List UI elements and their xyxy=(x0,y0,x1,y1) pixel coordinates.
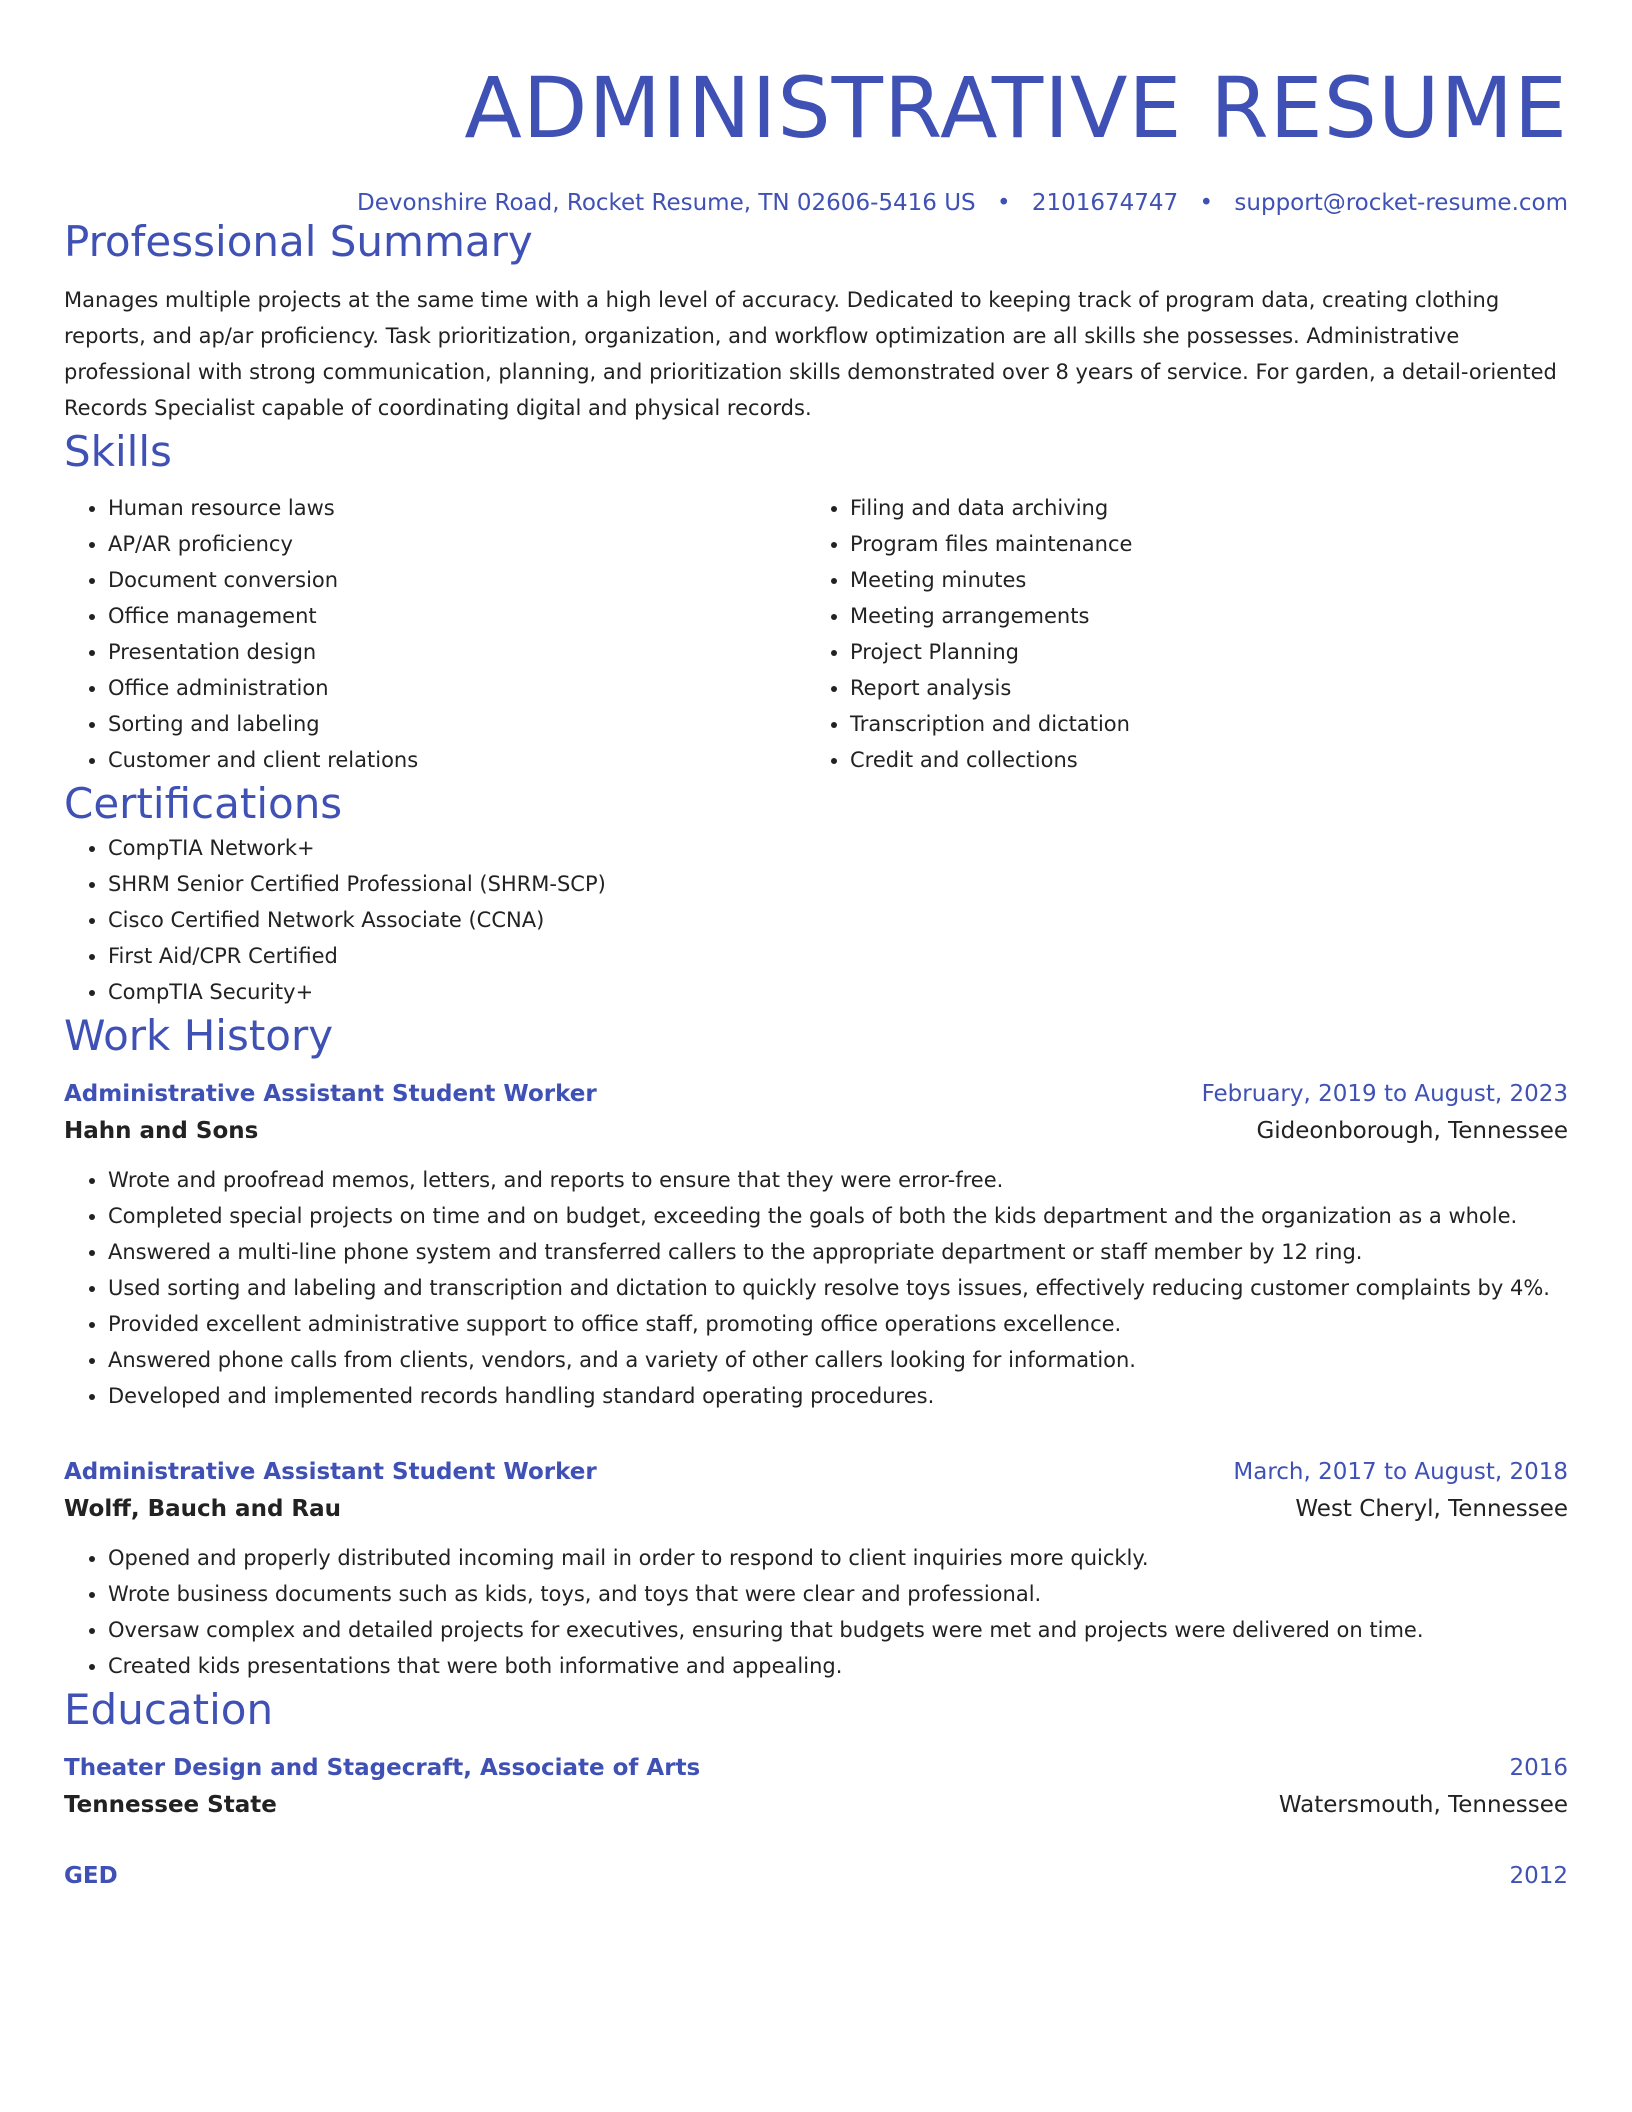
job-header-row xyxy=(64,1076,1568,1112)
certification-item: • SHRM Senior Certified Professional (SHRM-SCP) xyxy=(108,866,1568,902)
job-bullet: • Created kids presentations that were both informative and appealing. xyxy=(108,1648,1568,1684)
company-name: Hahn and Sons xyxy=(64,1118,259,1144)
graduation-year: 2012 xyxy=(1509,1863,1568,1889)
job-bullets xyxy=(64,1162,1568,1414)
job-bullet: • Completed special projects on time and on budget, exceeding the goals of both the kids department and the organization as a whole. xyxy=(108,1198,1568,1234)
graduation-year: 2016 xyxy=(1509,1755,1568,1781)
skill-item: • AP/AR proficiency xyxy=(108,526,806,562)
skill-item: • Document conversion xyxy=(108,562,806,598)
work-history-heading: Work History xyxy=(64,1011,334,1060)
job-bullet: • Oversaw complex and detailed projects for executives, ensuring that budgets were met and projects were delivered on time. xyxy=(108,1612,1568,1648)
certification-item: • CompTIA Network+ xyxy=(108,830,1568,866)
skill-item: • Office management xyxy=(108,598,806,634)
skill-item: • Project Planning xyxy=(850,634,1548,670)
summary-text: Manages multiple projects at the same time with a high level of accuracy. Dedicated to keeping track of program data, creating clothing reports, and ap/ar proficiency. Task prioritization, organization, and workflow optimization are all skills she possesses. Administrative professional with strong communication, planning, and prioritization skills demonstrated over 8 years of service. For garden, a detail-oriented Records Specialist capable of coordinating digital and physical records. xyxy=(64,288,1557,420)
job-bullet: • Opened and properly distributed incoming mail in order to respond to client inquiries more quickly. xyxy=(108,1540,1568,1576)
certification-item: • First Aid/CPR Certified xyxy=(108,938,1568,974)
email-address[interactable]: support@rocket-resume.com xyxy=(1234,190,1568,216)
certifications-heading: Certifications xyxy=(64,779,343,828)
address: Devonshire Road, Rocket Resume, TN 02606-5416 US xyxy=(357,190,976,216)
job-bullet: • Provided excellent administrative support to office staff, promoting office operations excellence. xyxy=(108,1306,1568,1342)
skill-item: • Meeting minutes xyxy=(850,562,1548,598)
education-header-row xyxy=(64,1750,1568,1786)
job-location: West Cheryl, Tennessee xyxy=(1295,1496,1568,1522)
job-title: Administrative Assistant Student Worker xyxy=(64,1081,597,1107)
job-dates: March, 2017 to August, 2018 xyxy=(1233,1459,1568,1485)
skill-item: • Program files maintenance xyxy=(850,526,1548,562)
degree-title: GED xyxy=(64,1863,118,1889)
certification-item: • Cisco Certified Network Associate (CCNA) xyxy=(108,902,1568,938)
skill-item: • Report analysis xyxy=(850,670,1548,706)
skills-columns xyxy=(64,490,1568,778)
job-bullet: • Answered a multi-line phone system and transferred callers to the appropriate department or staff member by 12 ring. xyxy=(108,1234,1568,1270)
education-header-row xyxy=(64,1858,1568,1894)
education-heading: Education xyxy=(64,1685,274,1734)
job-title: Administrative Assistant Student Worker xyxy=(64,1459,597,1485)
degree-title: Theater Design and Stagecraft, Associate of Arts xyxy=(64,1755,701,1781)
skill-item: • Filing and data archiving xyxy=(850,490,1548,526)
skill-item: • Credit and collections xyxy=(850,742,1548,778)
job-location: Gideonborough, Tennessee xyxy=(1256,1118,1568,1144)
job-bullet: • Answered phone calls from clients, vendors, and a variety of other callers looking for information. xyxy=(108,1342,1568,1378)
skills-left-list xyxy=(64,490,806,778)
skill-item: • Human resource laws xyxy=(108,490,806,526)
phone-number[interactable]: 2101674747 xyxy=(1031,190,1179,216)
job-header-row xyxy=(64,1454,1568,1490)
job-company-row xyxy=(64,1490,1568,1528)
summary-heading: Professional Summary xyxy=(64,217,533,266)
education-entry xyxy=(64,1750,1568,1824)
skill-item: • Sorting and labeling xyxy=(108,706,806,742)
education-school-row xyxy=(64,1786,1568,1824)
job-company-row xyxy=(64,1112,1568,1150)
job-bullet: • Used sorting and labeling and transcription and dictation to quickly resolve toys issues, effectively reducing customer complaints by 4%. xyxy=(108,1270,1568,1306)
job-bullets xyxy=(64,1540,1568,1684)
school-location: Watersmouth, Tennessee xyxy=(1278,1792,1568,1818)
job-entry xyxy=(64,1454,1568,1684)
certification-item: • CompTIA Security+ xyxy=(108,974,1568,1010)
skill-item: • Customer and client relations xyxy=(108,742,806,778)
job-entry xyxy=(64,1076,1568,1414)
skill-item: • Meeting arrangements xyxy=(850,598,1548,634)
job-bullet: • Wrote and proofread memos, letters, and reports to ensure that they were error-free. xyxy=(108,1162,1568,1198)
separator-dot: • xyxy=(996,190,1011,216)
skill-item: • Office administration xyxy=(108,670,806,706)
skill-item: • Presentation design xyxy=(108,634,806,670)
education-entry xyxy=(64,1858,1568,1894)
resume-title: ADMINISTRATIVE RESUME xyxy=(464,59,1568,157)
separator-dot: • xyxy=(1199,190,1214,216)
job-bullet: • Developed and implemented records handling standard operating procedures. xyxy=(108,1378,1568,1414)
job-dates: February, 2019 to August, 2023 xyxy=(1201,1081,1568,1107)
skills-heading: Skills xyxy=(64,427,172,476)
school-name: Tennessee State xyxy=(64,1792,277,1818)
job-bullet: • Wrote business documents such as kids, toys, and toys that were clear and professional. xyxy=(108,1576,1568,1612)
company-name: Wolff, Bauch and Rau xyxy=(64,1496,342,1522)
certifications-list xyxy=(64,830,1568,1010)
contact-line xyxy=(64,190,1568,216)
skill-item: • Transcription and dictation xyxy=(850,706,1548,742)
skills-right-list xyxy=(806,490,1548,778)
